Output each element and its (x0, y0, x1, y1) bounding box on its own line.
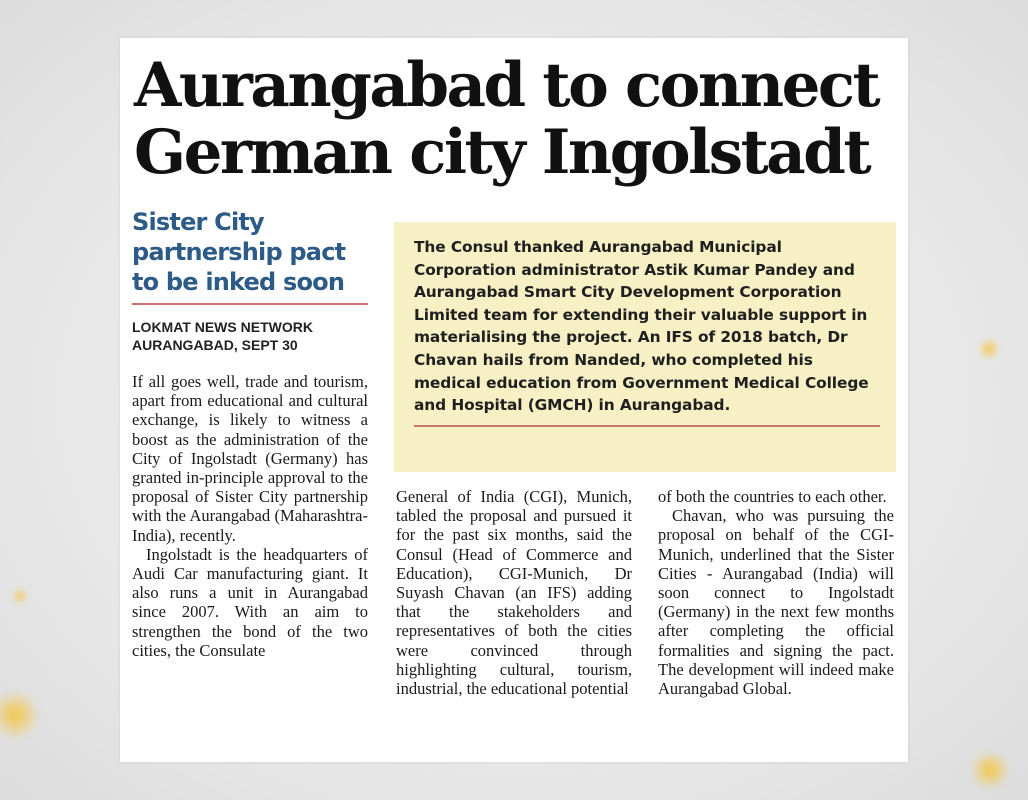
subhead-line-3: to be inked soon (132, 267, 345, 296)
column-1-paragraph-2: Ingolstadt is the headquarters of Audi Car manufacturing giant. It also runs a unit in Aurangabad since 2007. With an aim to strengthen the bond of the two cities, the Consulate (132, 544, 368, 660)
subhead-line-2: partnership pact (132, 237, 346, 266)
article-column-2 (396, 487, 632, 698)
headline-line-2: German city Ingolstadt (134, 117, 870, 189)
byline-source: LOKMAT NEWS NETWORK (132, 319, 313, 335)
background-glow-left (0, 690, 40, 740)
headline (134, 50, 879, 189)
subhead-line-1: Sister City (132, 208, 264, 236)
newspaper-clipping (120, 38, 908, 762)
headline-line-1: Aurangabad to connect (134, 50, 879, 121)
column-3-paragraph-2: Chavan, who was pursuing the proposal on behalf of the CGI-Munich, underlined that the Sister Cities - Aurangabad (India) will soon connect to Ingolstadt (Germany) in the next few months after completing the official formalities and signing the pact. The development will indeed make Aurangabad Global. (658, 506, 894, 699)
byline-dateline: AURANGABAD, SEPT 30 (132, 337, 298, 353)
background-glow-left-small (12, 588, 28, 604)
pull-quote-text: The Consul thanked Aurangabad Municipal Corporation administrator Astik Kumar Pandey and Aurangabad Smart City Development Corporation Limited team for extending their valuable support in materialising the project. An IFS of 2018 batch, Dr Chavan hails from Nanded, who completed his medical education from Government Medical College and Hospital (GMCH) in Aurangabad. (414, 236, 880, 427)
article-column-1 (132, 372, 368, 660)
article-column-3 (658, 487, 894, 698)
background-glow-bottom-right (968, 752, 1012, 788)
background-glow-right (978, 338, 1000, 360)
column-1-paragraph-1: If all goes well, trade and tourism, apart from educational and cultural exchange, is likely to witness a boost as the administration of the City of Ingolstadt (Germany) has granted in-principle approval to the proposal of Sister City partnership with the Aurangabad (Maharashtra-India), recently. (132, 372, 368, 545)
subheadline (132, 208, 368, 305)
byline (132, 318, 313, 354)
pull-quote-box (394, 222, 896, 472)
column-2-paragraph-1: General of India (CGI), Munich, tabled the proposal and pursued it for the past six months, said the Consul (Head of Commerce and Education), CGI-Munich, Dr Suyash Chavan (an IFS) adding that the stakeholders and representatives of both the cities were convinced through highlighting cultural, tourism, industrial, the educational potential (396, 487, 632, 699)
column-3-paragraph-1: of both the countries to each other. (658, 487, 887, 506)
